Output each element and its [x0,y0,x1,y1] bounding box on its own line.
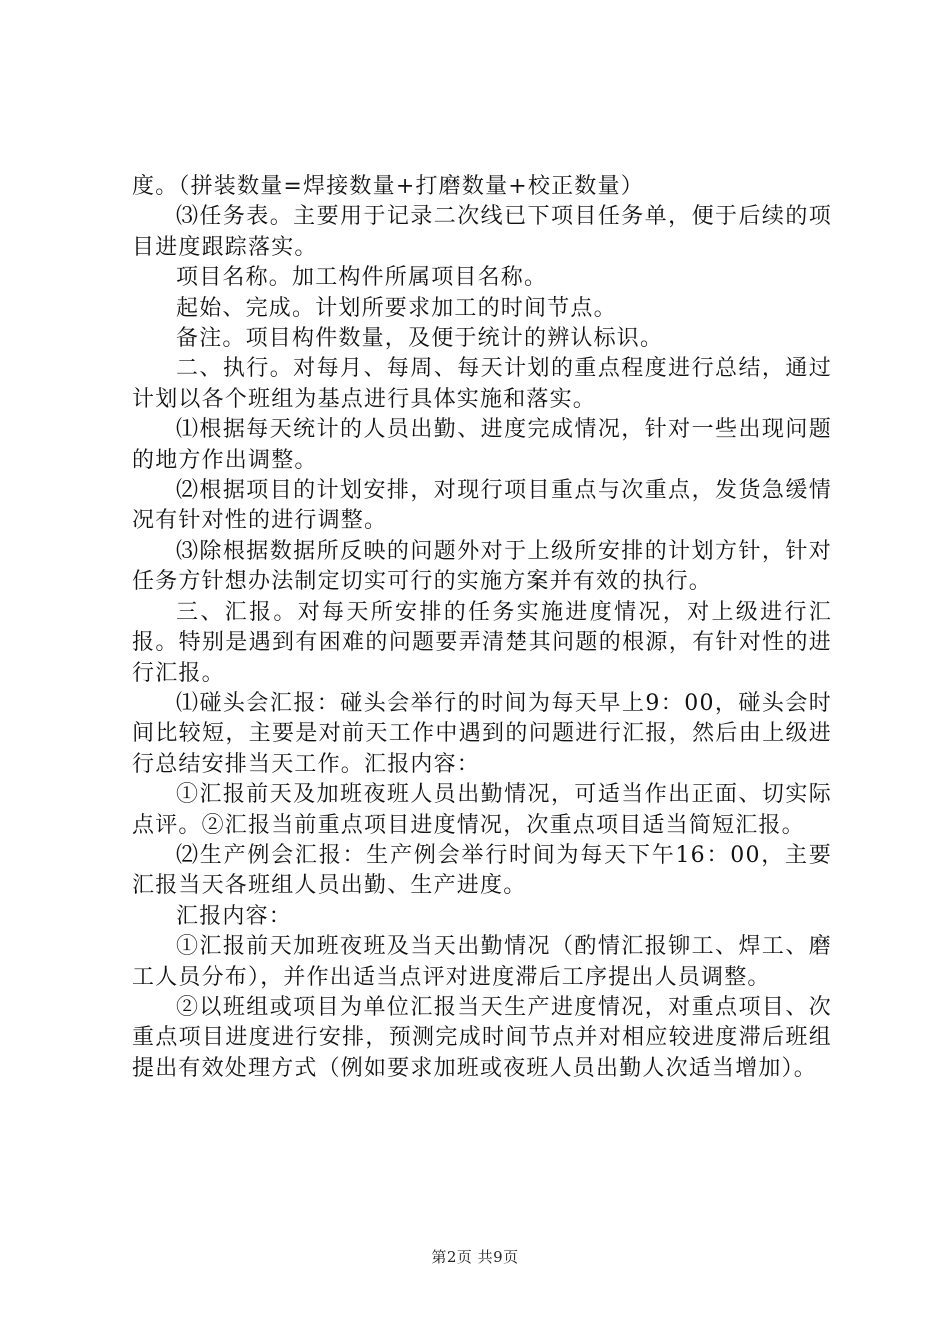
section-heading-report: 三、汇报。对每天所安排的任务实施进度情况，对上级进行汇报。特别是遇到有困难的问题要弄清楚其问题的根源，有针对性的进行汇报。 [132,599,832,686]
paragraph-report-content-label: 汇报内容： [176,903,293,929]
section-heading-execution: 二、执行。对每月、每周、每天计划的重点程度进行总结，通过计划以各个班组为基点进行具体实施和落实。 [132,356,832,412]
paragraph-report-item-1: ①汇报前天加班夜班及当天出勤情况（酌情汇报铆工、焊工、磨工人员分布），并作出适当点评对进度滞后工序提出人员调整。 [132,934,832,990]
paragraph-execution-2: ⑵根据项目的计划安排，对现行项目重点与次重点，发货急缓情况有针对性的进行调整。 [132,478,832,534]
document-body [132,172,832,1084]
paragraph-start-finish: 起始、完成。计划所要求加工的时间节点。 [176,295,617,321]
paragraph-execution-3: ⑶除根据数据所反映的问题外对于上级所安排的计划方针，针对任务方针想办法制定切实可行的实施方案并有效的执行。 [132,538,832,595]
paragraph-execution-1: ⑴根据每天统计的人员出勤、进度完成情况，针对一些出现问题的地方作出调整。 [132,417,832,473]
paragraph-task-table: ⑶任务表。主要用于记录二次线已下项目任务单，便于后续的项目进度跟踪落实。 [132,204,832,260]
paragraph-production-meeting: ⑵生产例会汇报：生产例会举行时间为每天下午16：00，主要汇报当天各班组人员出勤、生产进度。 [132,842,832,899]
page-footer [0,1246,950,1267]
paragraph-report-item-2: ②以班组或项目为单位汇报当天生产进度情况，对重点项目、次重点项目进度进行安排，预测完成时间节点并对相应较进度滞后班组提出有效处理方式（例如要求加班或夜班人员出勤人次适当增加）。 [132,994,832,1081]
paragraph-remarks: 备注。项目构件数量，及便于统计的辨认标识。 [176,326,664,352]
paragraph-continuation: 度。（拼装数量=焊接数量+打磨数量+校正数量） [132,174,644,199]
paragraph-morning-items: ①汇报前天及加班夜班人员出勤情况，可适当作出正面、切实际点评。②汇报当前重点项目进度情况，次重点项目适当简短汇报。 [132,782,832,838]
page-number-label: 第2页 共9页 [431,1248,519,1266]
paragraph-project-name: 项目名称。加工构件所属项目名称。 [176,265,548,291]
paragraph-morning-meeting: ⑴碰头会汇报：碰头会举行的时间为每天早上9：00，碰头会时间比较短，主要是对前天工作中遇到的问题进行汇报，然后由上级进行总结安排当天工作。汇报内容： [132,690,832,777]
